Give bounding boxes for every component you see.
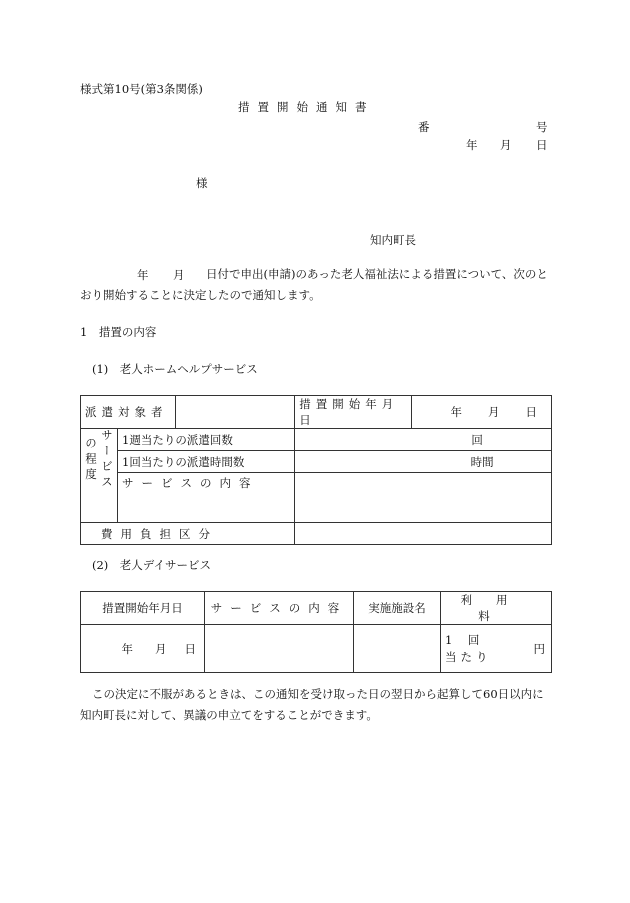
addressee-suffix: 様 — [196, 176, 208, 190]
start-date-value — [412, 396, 552, 429]
hours-per-dispatch-label: 1回当たりの派遣時間数 — [118, 451, 295, 473]
intro-year: 年 — [137, 268, 149, 282]
form-label: 様式第10号(第3条関係) — [80, 82, 203, 96]
section-heading: 1 措置の内容 — [80, 325, 157, 339]
date-month: 月 — [500, 138, 512, 152]
t2-header-fee: 利用料 — [441, 592, 552, 625]
weekly-dispatch-value — [295, 429, 552, 451]
t1-day: 日 — [525, 405, 537, 419]
subsection-day-service: (2) 老人デイサービス — [92, 558, 211, 572]
cost-burden-value — [295, 523, 552, 545]
service-level-group-label — [81, 429, 118, 523]
group-label-col2: の程度 — [84, 436, 98, 484]
document-title: 措置開始通知書 — [238, 100, 375, 114]
t2-facility-value — [354, 625, 441, 673]
issuer: 知内町長 — [370, 233, 416, 247]
subsection-home-help: (1) 老人ホームヘルプサービス — [92, 362, 258, 376]
service-content-value — [295, 473, 552, 523]
t2-start-date-value — [81, 625, 205, 673]
number-label-left: 番 — [418, 120, 430, 134]
intro-month: 月 — [173, 268, 185, 282]
cost-burden-label: 費用負担区分 — [81, 523, 295, 545]
closing-text: この決定に不服があるときは、この通知を受け取った日の翌日から起算して60日以内に知内町長に対して、異議の申立てをすることができます。 — [80, 687, 544, 722]
home-help-table — [80, 395, 552, 545]
intro-text: 日付で申出(申請)のあった老人福祉法による措置について、次のとおり開始することに決定したので通知します。 — [80, 267, 548, 302]
dispatch-target-label: 派遣対象者 — [81, 396, 176, 429]
date-day: 日 — [536, 138, 548, 152]
fee-line1: 1 回 — [445, 632, 482, 647]
start-date-label: 措置開始年月日 — [295, 396, 412, 429]
dispatch-target-value — [176, 396, 295, 429]
fee-unit: 円 — [533, 642, 545, 656]
t2-month: 月 — [155, 641, 167, 656]
fee-line2: 当たり — [445, 649, 492, 664]
day-service-table — [80, 591, 552, 673]
t2-header-facility: 実施施設名 — [354, 592, 441, 625]
t2-header-start-date: 措置開始年月日 — [81, 592, 205, 625]
t2-fee-value — [441, 625, 552, 673]
t1-month: 月 — [488, 405, 500, 419]
t2-day: 日 — [184, 641, 196, 656]
t2-year: 年 — [121, 641, 133, 656]
group-label-col1: サービス — [100, 429, 114, 491]
t2-service-content-value — [205, 625, 354, 673]
hours-unit: 時間 — [470, 454, 494, 469]
number-label-right: 号 — [536, 120, 548, 134]
t2-header-service-content: サービスの内容 — [205, 592, 354, 625]
weekly-dispatch-label: 1週当たりの派遣回数 — [118, 429, 295, 451]
date-year: 年 — [466, 138, 478, 152]
hours-per-dispatch-value — [295, 451, 552, 473]
service-content-label: サービスの内容 — [118, 473, 295, 523]
t1-year: 年 — [450, 405, 462, 419]
weekly-unit: 回 — [471, 432, 483, 447]
